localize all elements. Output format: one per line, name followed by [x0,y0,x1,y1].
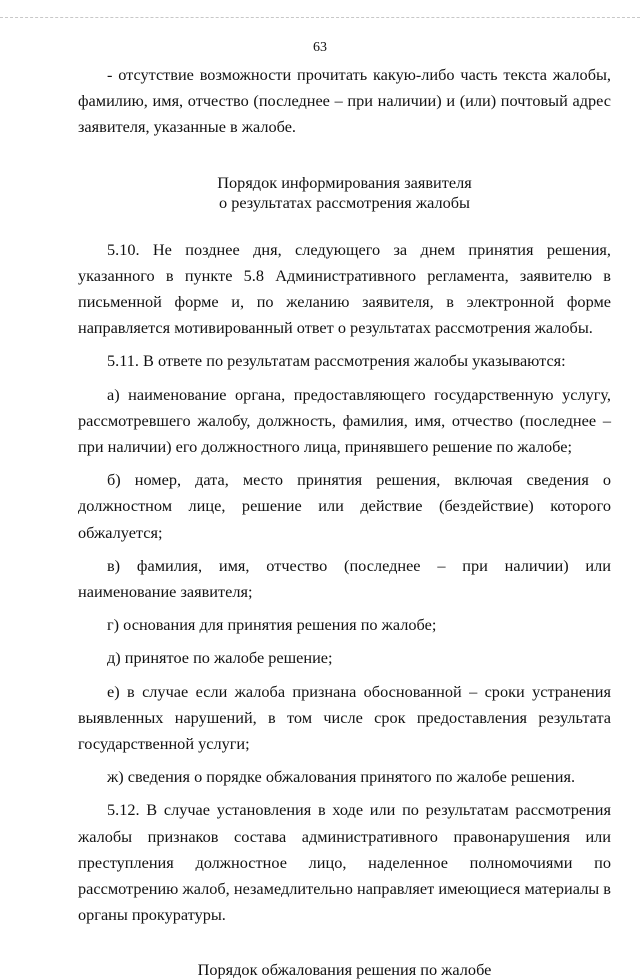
section-heading-informing [78,173,611,213]
list-item-d: д) принятое по жалобе решение; [107,648,333,668]
list-item-e: е) в случае если жалоба признана обоснованной – сроки устранения выявленных нарушений, в том числе срок предоставления результата государственной услуги; [78,681,611,754]
section-heading-line: о результатах рассмотрения жалобы [219,192,470,212]
list-item-zh: ж) сведения о порядке обжалования принятого по жалобе решения. [107,767,576,787]
list-item-g: г) основания для принятия решения по жалобе; [107,615,437,635]
paragraph-5-10: 5.10. Не позднее дня, следующего за днем принятия решения, указанного в пункте 5.8 Административного регламента, заявителю в письменной форме и, по желанию заявителя, в электронной форме направляется мотивированный ответ о результатах рассмотрения жалобы. [78,239,611,338]
list-item-a: а) наименование органа, предоставляющего государственную услугу, рассмотревшего жалобу, должность, фамилия, имя, отчество (последнее – при наличии) его должностного лица, принявшего решение по жалобе; [78,384,611,457]
paragraph-5-12: 5.12. В случае установления в ходе или по результатам рассмотрения жалобы признаков состава административного правонарушения или преступления должностное лицо, наделенное полномочиями по рассмотрению жалоб, незамедлительно направляет имеющиеся материалы в органы прокуратуры. [78,800,611,925]
section-heading-appeal: Порядок обжалования решения по жалобе [197,960,492,980]
list-item-b: б) номер, дата, место принятия решения, включая сведения о должностном лице, решение или действие (бездействие) которого обжалуется; [78,470,611,542]
page-number: 63 [313,40,327,55]
paragraph-5-11: 5.11. В ответе по результатам рассмотрения жалобы указываются: [107,351,566,371]
list-item-v: в) фамилия, имя, отчество (последнее – при наличии) или наименование заявителя; [78,555,611,602]
section-heading-line: Порядок информирования заявителя [217,172,472,192]
document-body [78,62,611,980]
intro-paragraph: - отсутствие возможности прочитать какую-либо часть текста жалобы, фамилию, имя, отчество (последнее – при наличии) и (или) почтовый адрес заявителя, указанные в жалобе. [78,65,611,137]
scan-artifact-line [0,17,640,18]
